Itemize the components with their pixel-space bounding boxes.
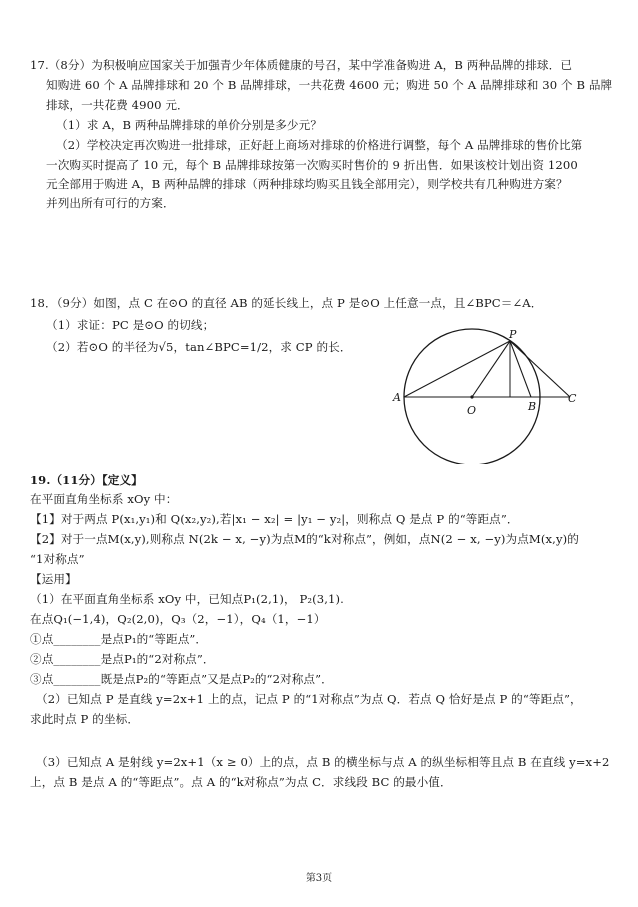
q19-line-11: ③点________既是点P₂的“等距点”又是点P₂的“2对称点”． xyxy=(30,672,333,686)
circle-tangent-figure xyxy=(388,326,588,464)
q19-line-1: 19.（11分）【定义】 xyxy=(30,473,143,487)
q19-line-10: ②点________是点P₁的“2对称点”． xyxy=(30,652,215,666)
q18-line-1: 18．（9分）如图，点 C 在⊙O 的直径 AB 的延长线上，点 P 是⊙O 上任意一点，且∠BPC＝∠A． xyxy=(30,296,543,310)
q17-line-6: 一次购买时提高了 10 元，每个 B 品牌排球按第一次购买时售价的 9 折出售．如果该校计划出资 1200 xyxy=(46,158,578,172)
q19-line-7: （1）在平面直角坐标系 xOy 中，已知点P₁(2,1)， P₂(3,1). xyxy=(30,592,344,606)
q17-line-3: 排球，一共花费 4900 元． xyxy=(46,98,189,112)
q19-line-14: （3）已知点 A 是射线 y=2x+1（x ≥ 0）上的点，点 B 的横坐标与点 A 的纵坐标相等且点 B 在直线 y=x+2 xyxy=(36,755,610,769)
q19-line-5: “1对称点” xyxy=(30,552,85,566)
label-p: P xyxy=(509,328,517,341)
q17-line-7: 元全部用于购进 A，B 两种品牌的排球（两种排球均购买且钱全部用完），则学校共有几种购进方案？ xyxy=(46,177,568,191)
q17-line-5: （2）学校决定再次购进一批排球，正好赶上商场对排球的价格进行调整，每个 A 品牌排球的售价比第 xyxy=(56,138,583,152)
q19-line-15: 上，点 B 是点 A 的“等距点”。点 A 的“k对称点”为点 C．求线段 BC 的最小值． xyxy=(30,775,452,789)
label-c: C xyxy=(568,392,577,405)
q17-line-8: 并列出所有可行的方案． xyxy=(46,196,175,210)
q18-line-3: （2）若⊙O 的半径为√5，tan∠BPC=1/2，求 CP 的长． xyxy=(46,340,352,354)
q17-line-2: 知购进 60 个 A 品牌排球和 20 个 B 品牌排球，一共花费 4600 元；购进 50 个 A 品牌排球和 30 个 B 品牌 xyxy=(46,78,613,92)
q19-line-9: ①点________是点P₁的“等距点”． xyxy=(30,632,208,646)
q19-line-8: 在点Q₁(−1,4)，Q₂(2,0)，Q₃（2，−1），Q₄（1，−1） xyxy=(30,612,326,626)
q19-line-13: 求此时点 P 的坐标． xyxy=(30,712,140,726)
q17-line-1: 17.（8分）为积极响应国家关于加强青少年体质健康的号召，某中学准备购进 A，B 两种品牌的排球．已 xyxy=(30,58,573,72)
q17-line-4: （1）求 A，B 两种品牌排球的单价分别是多少元？ xyxy=(56,118,323,132)
page-number: 第3页 xyxy=(305,873,333,884)
segment-ap xyxy=(404,341,510,397)
q19-line-4: 【2】对于一点M(x,y),则称点 N(2k − x, −y)为点M的“k对称点”，例如，点N(2 − x, −y)为点M(x,y)的 xyxy=(30,532,579,546)
q19-line-6: 【运用】 xyxy=(30,572,77,586)
q19-line-12: （2）已知点 P 是直线 y=2x+1 上的点，记点 P 的“1对称点”为点 Q．若点 Q 恰好是点 P 的“等距点”， xyxy=(36,692,582,706)
center-point-o xyxy=(470,395,473,398)
q19-line-2: 在平面直角坐标系 xOy 中： xyxy=(30,492,178,506)
label-b: B xyxy=(528,400,537,413)
q19-line-3: 【1】对于两点 P(x₁,y₁)和 Q(x₂,y₂),若|x₁ − x₂| = |y₁ − y₂|，则称点 Q 是点 P 的“等距点”． xyxy=(30,512,519,526)
q18-line-2: （1）求证：PC 是⊙O 的切线； xyxy=(46,318,215,332)
label-o: O xyxy=(467,404,477,417)
segment-op xyxy=(472,341,510,397)
label-a: A xyxy=(393,391,401,404)
